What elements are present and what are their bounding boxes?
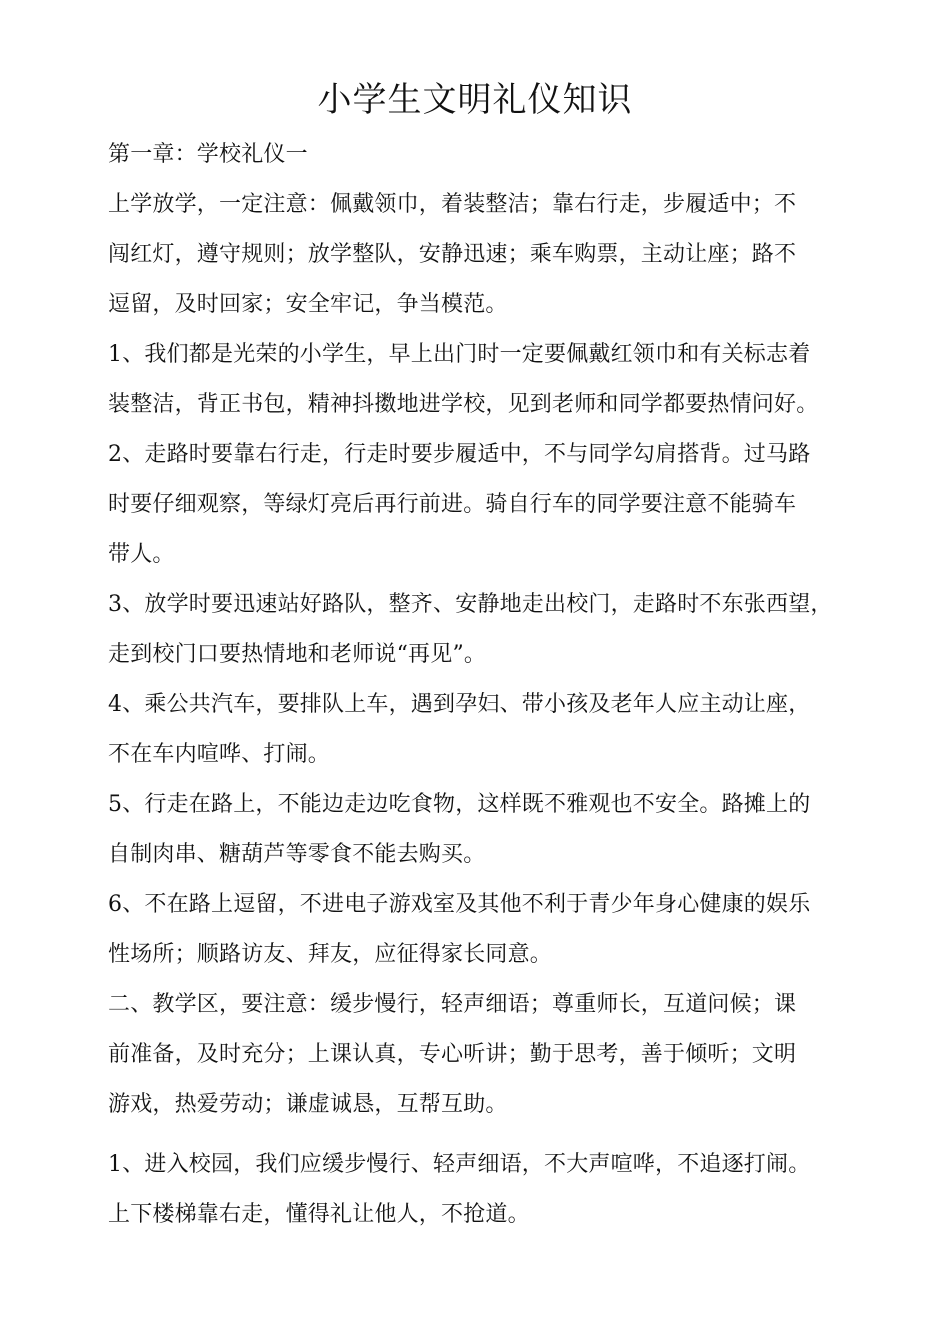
document-body [108,130,868,1240]
paragraph-line: 前准备，及时充分；上课认真，专心听讲；勤于思考，善于倾听；文明 [108,1042,797,1067]
paragraph-line: 5、行走在路上，不能边走边吃食物，这样既不雅观也不安全。路摊上的 [108,792,811,817]
paragraph-gap [108,1130,868,1140]
paragraph-line: 3、放学时要迅速站好路队，整齐、安静地走出校门，走路时不东张西望， [108,592,833,617]
paragraph-line: 性场所；顺路访友、拜友，应征得家长同意。 [108,942,553,967]
section-heading-line: 二、教学区，要注意：缓步慢行，轻声细语；尊重师长，互道问候；课 [108,992,797,1017]
paragraph-line: 游戏，热爱劳动；谦虚诚恳，互帮互助。 [108,1092,508,1117]
paragraph-line: 2、走路时要靠右行走，行走时要步履适中，不与同学勾肩搭背。过马路 [108,442,811,467]
chapter-heading: 第一章：学校礼仪一 [108,142,308,167]
paragraph-line: 不在车内喧哗、打闹。 [108,742,331,767]
paragraph-line: 闯红灯，遵守规则；放学整队，安静迅速；乘车购票，主动让座；路不 [108,242,797,267]
paragraph-line: 1、进入校园，我们应缓步慢行、轻声细语，不大声喧哗，不追逐打闹。 [108,1152,811,1177]
paragraph-line: 带人。 [108,542,175,567]
paragraph-line: 自制肉串、糖葫芦等零食不能去购买。 [108,842,486,867]
paragraph-line: 走到校门口要热情地和老师说“再见”。 [108,642,487,667]
paragraph-line: 逗留，及时回家；安全牢记，争当模范。 [108,292,508,317]
paragraph-line: 上下楼梯靠右走，懂得礼让他人，不抢道。 [108,1202,530,1227]
document-title: 小学生文明礼仪知识 [317,80,633,120]
paragraph-line: 上学放学，一定注意：佩戴领巾，着装整洁；靠右行走，步履适中；不 [108,192,797,217]
paragraph-line: 1、我们都是光荣的小学生，早上出门时一定要佩戴红领巾和有关标志着 [108,342,811,367]
paragraph-line: 4、乘公共汽车，要排队上车，遇到孕妇、带小孩及老年人应主动让座， [108,692,811,717]
paragraph-line: 装整洁，背正书包，精神抖擞地进学校，见到老师和同学都要热情问好。 [108,392,819,417]
paragraph-line: 6、不在路上逗留，不进电子游戏室及其他不利于青少年身心健康的娱乐 [108,892,811,917]
paragraph-line: 时要仔细观察，等绿灯亮后再行前进。骑自行车的同学要注意不能骑车 [108,492,797,517]
